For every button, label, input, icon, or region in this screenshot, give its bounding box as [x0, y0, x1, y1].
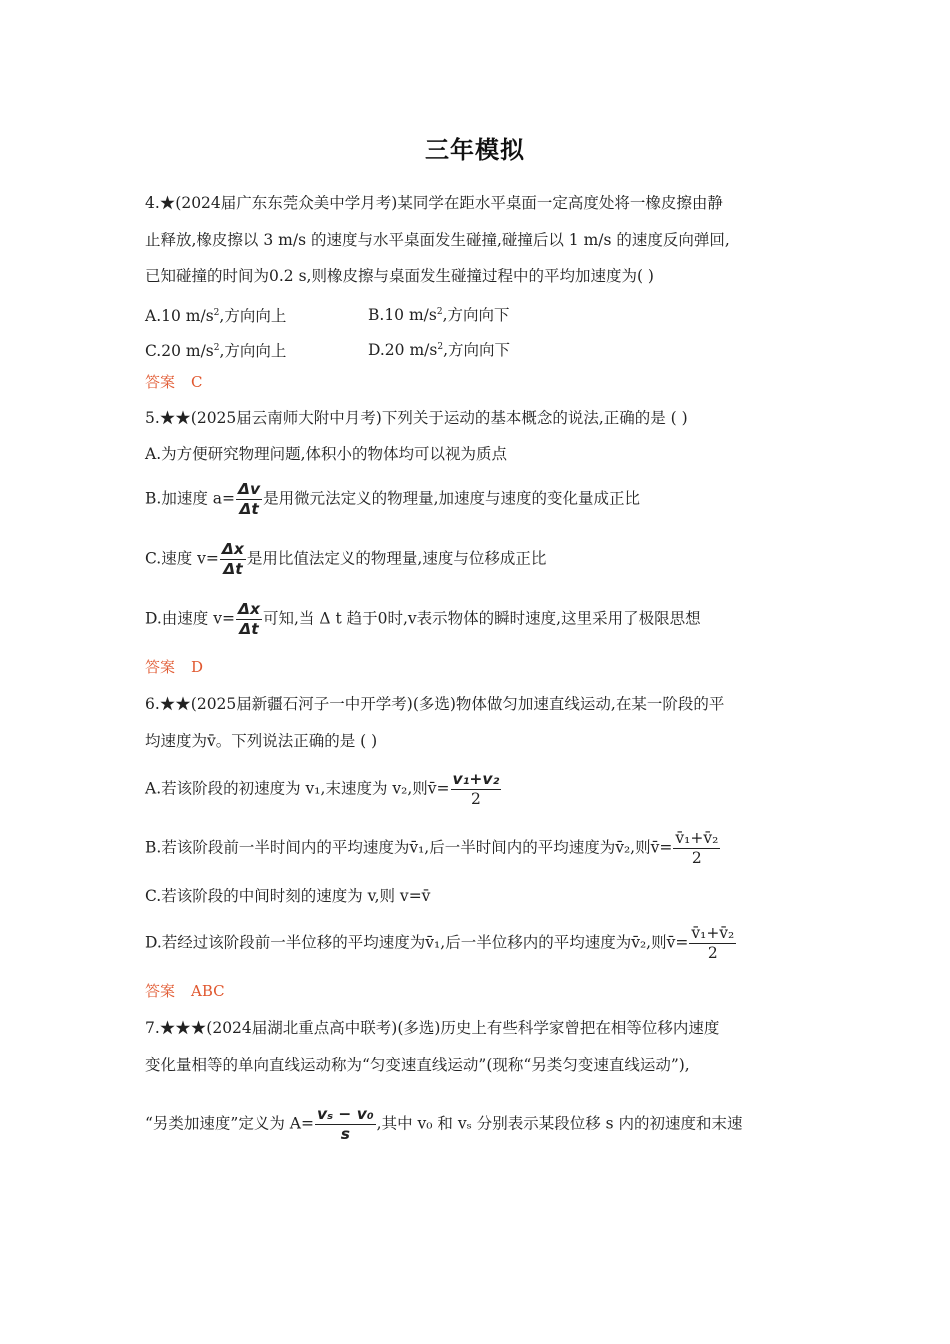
q5-option-a: A.为方便研究物理问题,体积小的物体均可以视为质点 [145, 445, 508, 463]
q7-stem-line3: “另类加速度”定义为 A= $\frac{\text{vₛ − v₀}}{s}$ ,其中 v₀ 和 vₛ 分别表示某段位移 s 内的初速度和末速 [145, 1105, 743, 1143]
q7-stem-line2: 变化量相等的单向直线运动称为“匀变速直线运动”(现称“另类匀变速直线运动”), [145, 1056, 690, 1074]
q4-option-d: D.20 $m/s^2$,方向向下 [368, 341, 510, 359]
q6-stem-line2: 均速度为v̄。下列说法正确的是 ( ) [145, 732, 378, 750]
q4-option-c: C.20 $m/s^2$,方向向上 [145, 342, 287, 361]
q4-option-b: B.10 $m/s^2$,方向向下 [368, 306, 510, 324]
q4-option-a: A.10 $m/s^2$,方向向上 [145, 307, 287, 326]
q6-option-a: A.若该阶段的初速度为 v₁,末速度为 v₂,则v̄= $\frac{\text{v₁+v₂}}{2}$ [145, 770, 500, 808]
section-title: 三年模拟 [425, 136, 525, 164]
fraction-vbar1-vbar2: $\frac{\text{v̄₁+v̄₂}}{2}$ [675, 829, 719, 867]
q7-stem-line1: 7.★★★(2024届湖北重点高中联考)(多选)历史上有些科学家曾把在相等位移内速度 [145, 1019, 720, 1037]
q6-option-c: C.若该阶段的中间时刻的速度为 v,则 v=v̄ [145, 887, 431, 905]
fraction-alt-acceleration: $\frac{\text{vₛ − v₀}}{s}$ [316, 1105, 374, 1143]
q4-stem-line1: 4.★(2024届广东东莞众美中学月考)某同学在距水平桌面一定高度处将一橡皮擦由静 [145, 194, 723, 212]
fraction-dx-dt: $\frac{\Delta x}{\Delta t}$ [237, 600, 260, 638]
q4-answer: 答案 C [145, 373, 203, 391]
q4-stem-line2: 止释放,橡皮擦以 3 m/s 的速度与水平桌面发生碰撞,碰撞后以 1 m/s 的速度反向弹回, [145, 231, 730, 249]
q6-option-b: B.若该阶段前一半时间内的平均速度为v̄₁,后一半时间内的平均速度为v̄₂,则v̄= $\frac{\text{v̄₁+v̄₂}}{2}$ [145, 829, 719, 867]
q6-stem-line1: 6.★★(2025届新疆石河子一中开学考)(多选)物体做匀加速直线运动,在某一阶段的平 [145, 695, 725, 713]
fraction-vbar1-vbar2: $\frac{\text{v̄₁+v̄₂}}{2}$ [691, 924, 735, 962]
q5-answer: 答案 D [145, 658, 204, 676]
q6-option-d: D.若经过该阶段前一半位移的平均速度为v̄₁,后一半位移内的平均速度为v̄₂,则v̄= $\frac{\text{v̄₁+v̄₂}}{2}$ [145, 924, 735, 962]
q5-stem: 5.★★(2025届云南师大附中月考)下列关于运动的基本概念的说法,正确的是 ( ) [145, 409, 688, 427]
fraction-v1-v2: $\frac{\text{v₁+v₂}}{2}$ [452, 770, 500, 808]
q5-option-b: B.加速度 a= $\frac{\Delta v}{\Delta t}$ 是用微元法定义的物理量,加速度与速度的变化量成正比 [145, 480, 641, 518]
fraction-dx-dt: $\frac{\Delta x}{\Delta t}$ [221, 540, 244, 578]
q5-option-c: C.速度 v= $\frac{\Delta x}{\Delta t}$ 是用比值法定义的物理量,速度与位移成正比 [145, 540, 547, 578]
q4-stem-line3: 已知碰撞的时间为0.2 s,则橡皮擦与桌面发生碰撞过程中的平均加速度为( ) [145, 267, 654, 285]
q5-option-d: D.由速度 v= $\frac{\Delta x}{\Delta t}$ 可知,当 Δ t 趋于0时,v表示物体的瞬时速度,这里采用了极限思想 [145, 600, 701, 638]
fraction-dv-dt: $\frac{\Delta v}{\Delta t}$ [237, 480, 261, 518]
q6-answer: 答案 ABC [145, 982, 225, 1000]
